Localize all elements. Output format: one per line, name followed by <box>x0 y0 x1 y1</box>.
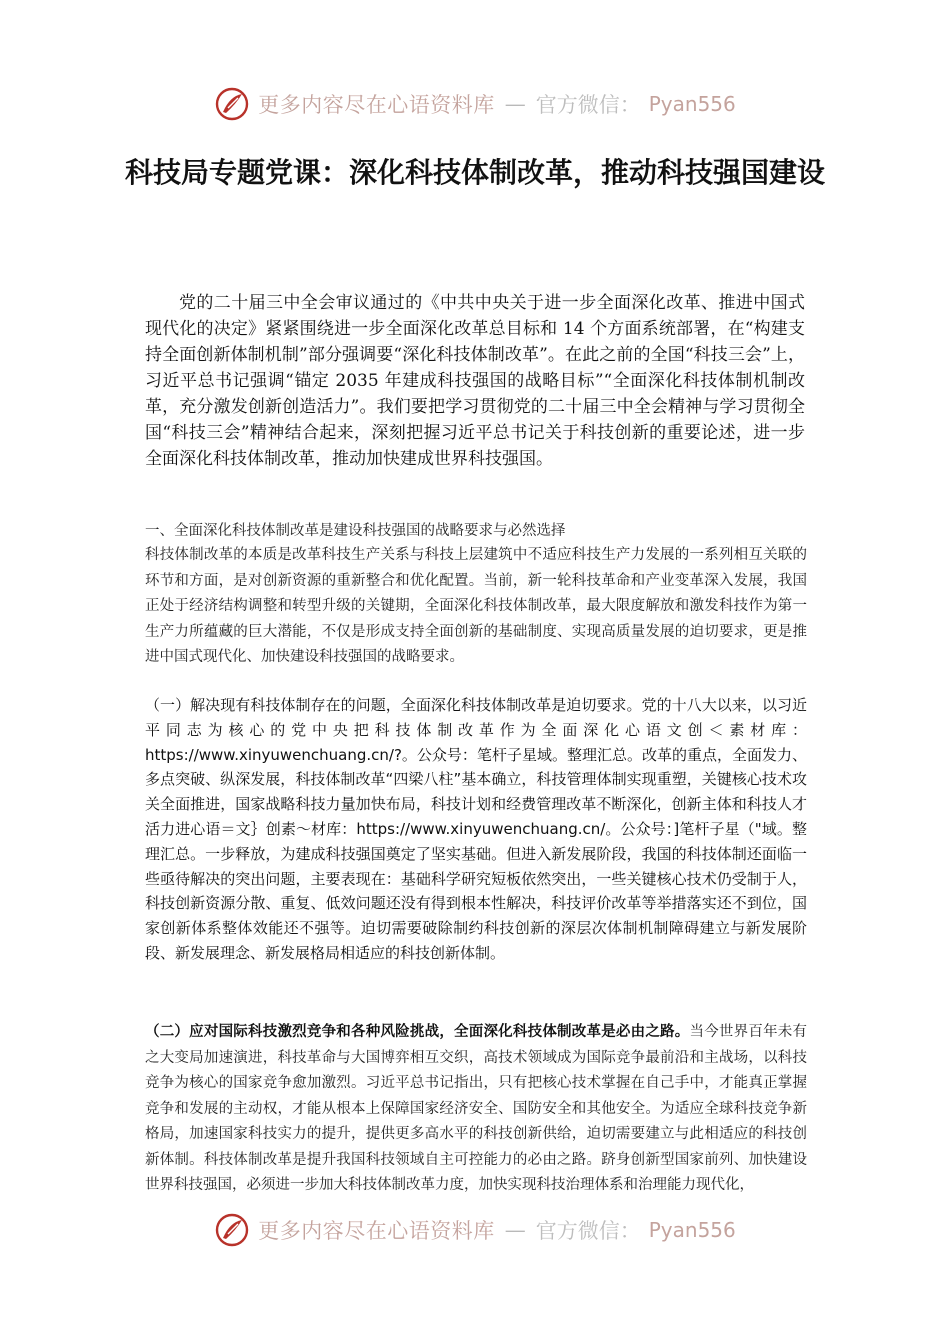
watermark-separator: — <box>504 1218 526 1242</box>
watermark-wechat-id: Pyan556 <box>648 92 736 116</box>
watermark-wechat-id: Pyan556 <box>648 1218 736 1242</box>
subsection-one: （一）解决现有科技体制存在的问题，全面深化科技体制改革是迫切要求。党的十八大以来，以习近平同志为核心的党中央把科技体制改革作为全面深化心语文创＜素材库：https://www.xinyuwenchuang.cn/?。公众号：笔杆子星域。整理汇总。改革的重点，全面发力、多点突破、纵深发展，科技体制改革“四梁八柱”基本确立，科技管理体制实现重塑，关键核心技术攻关全面推进，国家战略科技力量加快布局，科技计划和经费管理改革不断深化，创新主体和科技人才活力进心语＝文｝创素～材库：https://www.xinyuwenchuang.cn/。公众号：]笔杆子星（"域。整理汇总。一步释放，为建成科技强国奠定了坚实基础。但进入新发展阶段，我国的科技体制还面临一些亟待解决的突出问题，主要表现在：基础科学研究短板依然突出，一些关键核心技术仍受制于人，科技创新资源分散、重复、低效问题还没有得到根本性解决，科技评价改革等举措落实还不到位，国家创新体系整体效能还不强等。迫切需要破除制约科技创新的深层次体制机制障碍建立与新发展阶段、新发展理念、新发展格局相适应的科技创新体制。 <box>145 696 807 962</box>
subsection-two-body: 当今世界百年未有之大变局加速演进，科技革命与大国博弈相互交织，高技术领域成为国际竞争最前沿和主战场，以科技竞争为核心的国家竞争愈加激烈。习近平总书记指出，只有把核心技术掌握在自己手中，才能真正掌握竞争和发展的主动权，才能从根本上保障国家经济安全、国防安全和其他安全。为适应全球科技竞争新格局，加速国家科技实力的提升，提供更多高水平的科技创新供给，迫切需要建立与此相适应的科技创新体制。科技体制改革是提升我国科技领域自主可控能力的必由之路。跻身创新型国家前列、加快建设世界科技强国，必须进一步加大科技体制改革力度，加快实现科技治理体系和治理能力现代化， <box>145 1024 808 1193</box>
section-heading: 一、全面深化科技体制改革是建设科技强国的战略要求与必然选择 <box>145 523 566 539</box>
watermark-brand: 更多内容尽在心语资料库 <box>258 93 495 117</box>
watermark-header <box>0 84 950 124</box>
brand-logo-icon <box>214 1212 250 1248</box>
watermark-footer <box>0 1210 950 1250</box>
page-title: 科技局专题党课：深化科技体制改革，推动科技强国建设 <box>124 156 825 189</box>
subsection-two <box>145 1020 807 1199</box>
watermark-separator: — <box>504 92 526 116</box>
watermark-label: 官方微信： <box>535 1219 641 1243</box>
watermark-brand: 更多内容尽在心语资料库 <box>258 1219 495 1243</box>
section-paragraph: 科技体制改革的本质是改革科技生产关系与科技上层建筑中不适应科技生产力发展的一系列相互关联的环节和方面，是对创新资源的重新整合和优化配置。当前，新一轮科技革命和产业变革深入发展，我国正处于经济结构调整和转型升级的关键期，全面深化科技体制改革，最大限度解放和激发科技作为第一生产力所蕴藏的巨大潜能，不仅是形成支持全面创新的基础制度、实现高质量发展的迫切要求，更是推进中国式现代化、加快建设科技强国的战略要求。 <box>145 547 807 665</box>
intro-paragraph: 党的二十届三中全会审议通过的《中共中央关于进一步全面深化改革、推进中国式现代化的决定》紧紧围绕进一步全面深化改革总目标和 14 个方面系统部署，在“构建支持全面创新体制机制”部分强调要“深化科技体制改革”。在此之前的全国“科技三会”上，习近平总书记强调“锚定 2035 年建成科技强国的战略目标”“全面深化科技体制机制改革，充分激发创新创造活力”。我们要把学习贯彻党的二十届三中全会精神与学习贯彻全国“科技三会”精神结合起来，深刻把握习近平总书记关于科技创新的重要论述，进一步全面深化科技体制改革，推动加快建成世界科技强国。 <box>145 293 805 469</box>
watermark-label: 官方微信： <box>535 93 641 117</box>
brand-logo-icon <box>214 86 250 122</box>
subsection-two-lead: （二）应对国际科技激烈竞争和各种风险挑战，全面深化科技体制改革是必由之路。 <box>145 1024 690 1040</box>
